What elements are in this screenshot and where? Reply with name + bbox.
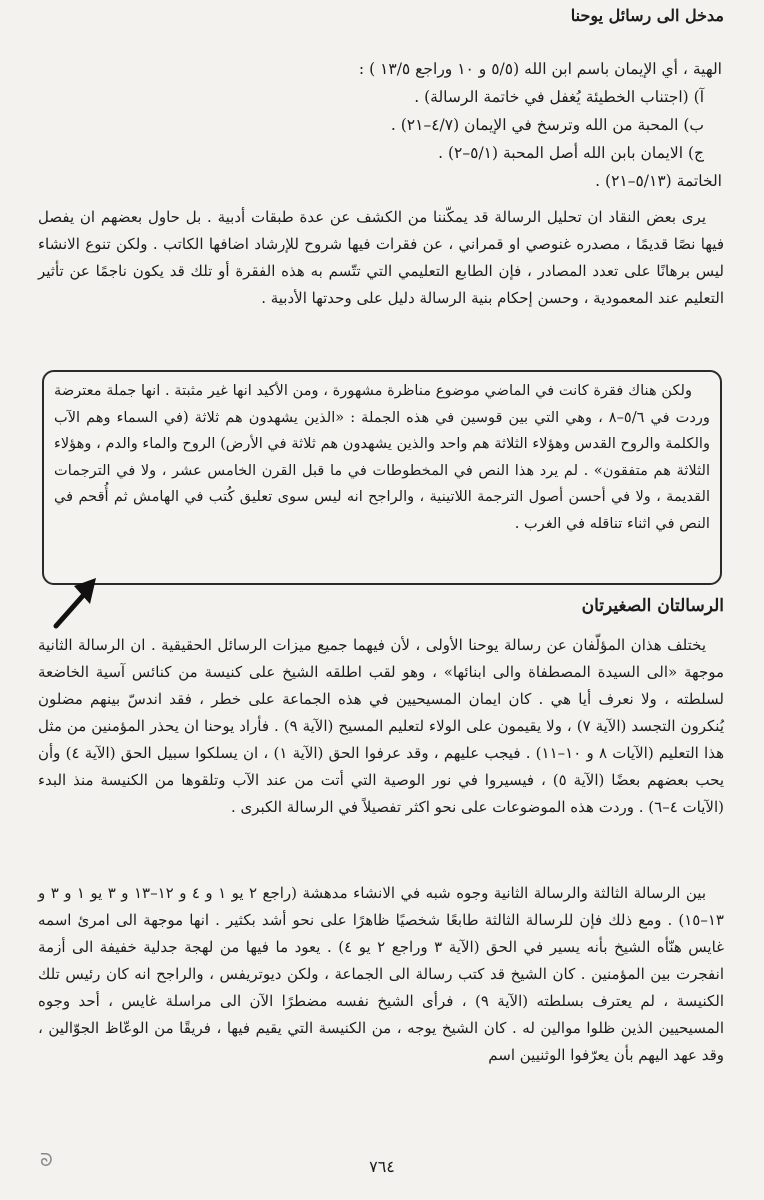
paragraph: بين الرسالة الثالثة والرسالة الثانية وجوه شبه في الانشاء مدهشة (راجع ٢ يو ١ و ٤ و ١٢–١٣ و ٣ يو ١ و ٣ و ١٣–١٥) . ومع ذلك فإن للرسالة الثالثة طابعًا شخصيًا ظاهرًا على نحو أشد بكثير . انها موجهة الى امرئ اسمه غايس هنّأه الشيخ بأنه يسير في الحق (الآية ٣ وراجع ٢ يو ٤) . يعود ما فيها من لهجة جدلية خفيفة الى أزمة انفجرت بين المؤمنين . كان الشيخ قد كتب رسالة الى الجماعة ، ولكن ديوتريفس ، والراجح انه كان رئيس تلك الكنيسة ، لم يعترف بسلطته (الآية ٩) ، فرأى الشيخ نفسه مضطرًا الآن الى مراسلة غايس ، أحد وجوه المسيحيين الذين ظلوا موالين له . كان الشيخ يوجه ، من الكنيسة التي يقيم فيها ، فريقًا من الوعّاظ الجوّالين ، وقد عهد اليهم بأن يعرّفوا الوثنيين اسم <box>38 884 724 1064</box>
outline-line: الخاتمة (٥/١٣–٢١) . <box>595 172 722 190</box>
paragraph: يختلف هذان المؤلّفان عن رسالة يوحنا الأولى ، لأن فيهما جميع ميزات الرسائل الحقيقية . ان الرسالة الثانية موجهة «الى السيدة المصطفاة والى ابنائها» ، وهو لقب اطلقه الشيخ على كنيسة من كنائس آسية الخاضعة لسلطته ، ولا نعرف أيا هي . كان ايمان المسيحيين في هذه الجماعة على خطر ، فقد اندسّ بينهم مضلون يُنكرون التجسد (الآية ٧) ، ولا يقيمون على الولاء لتعليم المسيح (الآية ٩) . فأراد يوحنا ان يحذر المؤمنين من مثل هذا التعليم (الآيات ٨ و ١٠–١١) . فيجب عليهم ، وقد عرفوا الحق (الآية ١) ، ان يسلكوا سبيل الحق (الآية ٤) وأن يحب بعضهم بعضًا (الآية ٥) ، فيسيروا في نور الوصية التي أتت من عند الآب وتلقوها من الكنيسة منذ البدء (الآيات ٤–٦) . وردت هذه الموضوعات على نحو اكثر تفصيلاً في الرسالة الكبرى . <box>38 636 725 816</box>
highlight-box <box>42 370 722 585</box>
arrow-pointer-icon <box>48 572 104 632</box>
section-title: الرسالتان الصغيرتان <box>581 596 724 616</box>
outline-line: ب) المحبة من الله وترسخ في الإيمان (٤/٧–٢١) . <box>390 116 704 134</box>
paragraph: يرى بعض النقاد ان تحليل الرسالة قد يمكّننا من الكشف عن عدة طبقات أدبية . بل حاول بعضهم ان يفصل فيها نصًا قديمًا ، مصدره غنوصي او قمراني ، عن فقرات فيها شروح للإرشاد اضافها الكاتب . ولكن تنوع الانشاء ليس برهانًا على تعدد المصادر ، فإن الطابع التعليمي التي تتّسم به هذه الفقرة أو تلك قد يكون ناجمًا عن تأثير التعليم عند المعمودية ، وحسن إحكام بنية الرسالة دليل على وحدتها الأدبية . <box>38 208 724 307</box>
corner-mark: ᘐ <box>40 1150 53 1171</box>
page-number: ٧٦٤ <box>369 1157 395 1176</box>
outline-line: ج) الايمان بابن الله أصل المحبة (٥/١–٢) . <box>438 144 704 162</box>
running-head: مدخل الى رسائل يوحنا <box>570 6 724 25</box>
boxed-paragraph: ولكن هناك فقرة كانت في الماضي موضوع مناظرة مشهورة ، ومن الأكيد انها غير مثبتة . انها جملة معترضة وردت في ٥/٦–٨ ، وهي التي بين قوسين في هذه الجملة : «الذين يشهدون هم ثلاثة (في السماء وهم الآب والكلمة والروح القدس وهؤلاء الثلاثة هم واحد والذين يشهدون هم ثلاثة في الأرض) الروح والماء والدم ، وهؤلاء الثلاثة هم متفقون» . لم يرد هذا النص في المخطوطات في ما قبل القرن الخامس عشر ، ولا في الترجمات القديمة ، ولا في أحسن أصول الترجمة اللاتينية ، والراجح انه ليس سوى تعليق كُتب في الهامش ثم أُقحم في النص في اثناء تناقله في الغرب . <box>54 382 710 532</box>
outline-line: الهية ، أي الإيمان باسم ابن الله (٥/٥ و ١٠ وراجع ١٣/٥ ) : <box>358 60 722 78</box>
outline-line: آ) (اجتناب الخطيئة يُغفل في خاتمة الرسالة) . <box>414 88 704 106</box>
